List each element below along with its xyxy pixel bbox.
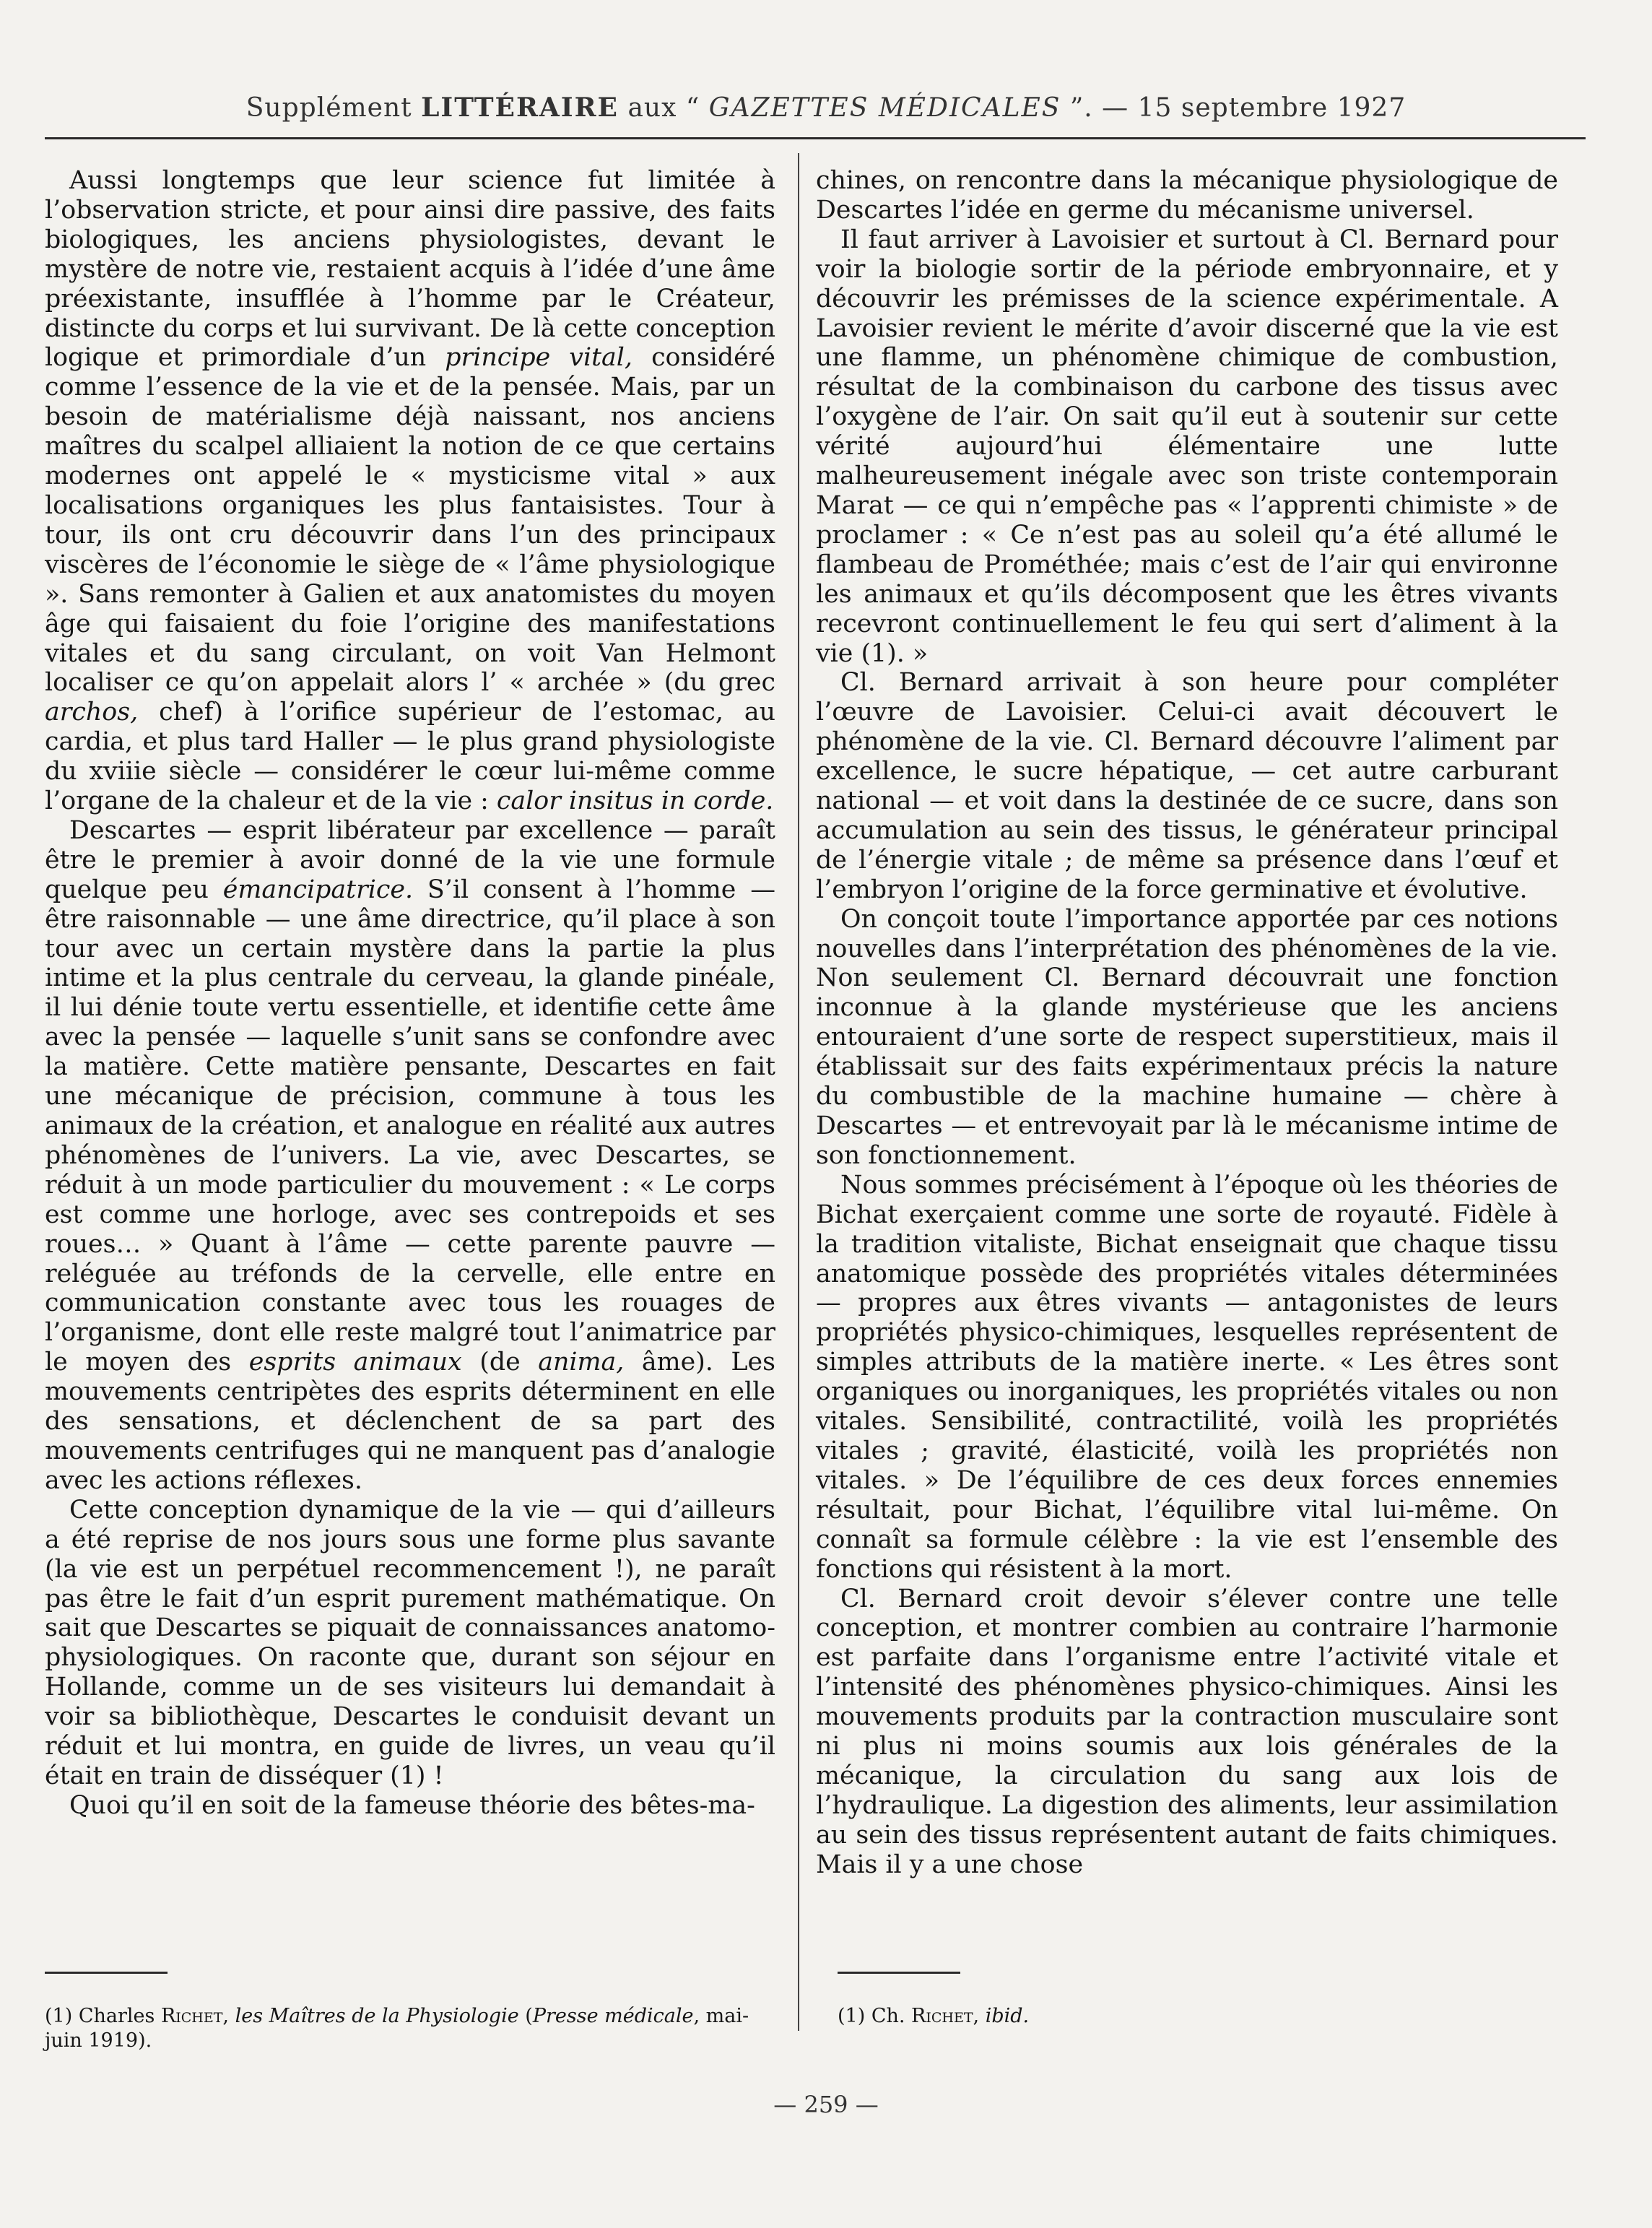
italic-run: archos, (45, 698, 139, 727)
author-name: Richet (911, 2005, 973, 2027)
text-run: , (973, 2005, 986, 2027)
page-number: — 259 — (773, 2091, 879, 2118)
header-litteraire: LITTÉRAIRE (421, 92, 619, 123)
italic-run: principe vital, (445, 343, 632, 373)
right-paragraph-2: Il faut arriver à Lavoisier et surtout à Cl. Bernard pour voir la biologie sortir de la période embryonnaire, et y découvrir les prémisses de la science expérimentale. A Lavoisier revient le mérite d’avoir discerné que la vie est une flamme, un phénomène chimique de combustion, résultat de la combinaison du carbone des tissus avec l’oxygène de l’air. On sait qu’il eut à soutenir sur cette vérité aujourd’hui élémentaire une lutte malheureusement inégale avec son triste contemporain Marat — ce qui n’empêche pas « l’apprenti chimiste » de proclamer : « Ce n’est pas au soleil qu’a été allumé le flambeau de Prométhée; mais c’est de l’air qui environne les animaux et qu’ils décomposent que les êtres vivants recevront continuellement le feu qui sert d’aliment à la vie (1). » (816, 225, 1558, 668)
text-run: , mai-juin 1919). (45, 2005, 749, 2052)
text-run: ( (518, 2005, 533, 2027)
text-run: âme). Les mouvements centripètes des esprits déterminent en elle des sensations, et déclenchent de sa part des mouvements centrifuges qui ne manquent pas d’analogie avec les actions réflexes. (45, 1348, 775, 1495)
right-paragraph-3: Cl. Bernard arrivait à son heure pour compléter l’œuvre de Lavoisier. Celui-ci avait découvert le phénomène de la vie. Cl. Bernard découvre l’aliment par excellence, le sucre hépatique, — cet autre carburant national — et voit dans la destinée de ce sucre, dans son accumulation au sein des tissus, le générateur principal de l’énergie vitale ; de même sa présence dans l’œuf et l’embryon l’origine de la force germinative et évolutive. (816, 668, 1558, 904)
left-column (45, 166, 775, 1821)
right-paragraph-5: Nous sommes précisément à l’époque où les théories de Bichat exerçaient comme une sorte de royauté. Fidèle à la tradition vitaliste, Bichat enseignait que chaque tissu anatomique possède des propriétés vitales déterminées — propres aux êtres vivants — antagonistes de leurs propriétés physico-chimiques, lesquelles représentent de simples attributs de la matière inerte. « Les êtres sont organiques ou inorganiques, les propriétés vitales ou non vitales. Sensibilité, contractilité, voilà les propriétés vitales ; gravité, élasticité, voilà les propriétés non vitales. » De l’équilibre de ces deux forces ennemies résultait, pour Bichat, l’équilibre vital lui-même. On connaît sa formule célèbre : la vie est l’ensemble des fonctions qui résistent à la mort. (816, 1170, 1558, 1584)
italic-run: émancipatrice. (222, 875, 414, 904)
running-header (0, 92, 1652, 123)
header-mid: aux “ (619, 93, 709, 123)
right-paragraph-4: On conçoit toute l’importance apportée par ces notions nouvelles dans l’interprétation des phénomènes de la vie. Non seulement Cl. Bernard découvrait une fonction inconnue à la glande mystérieuse que les anciens entouraient d’une sorte de respect superstitieux, mais il établissait sur des faits expérimentaux précis la nature du combustible de la machine humaine — chère à Descartes — et entrevoyait par là le mécanisme intime de son fonctionnement. (816, 904, 1558, 1170)
text-run: S’il consent à l’homme — être raisonnable — une âme directrice, qu’il place à son tour avec un certain mystère dans la partie la plus intime et la plus centrale du cerveau, la glande pinéale, il lui dénie toute vertu essentielle, et identifie cette âme avec la pensée — laquelle s’unit sans se confondre avec la matière. Cette matière pensante, Descartes en fait une mécanique de précision, commune à tous les animaux de la création, et analogue en réalité aux autres phénomènes de l’univers. La vie, avec Descartes, se réduit à un mode particulier du mouvement : « Le corps est comme une horloge, avec ses contrepoids et ses roues… » Quant à l’âme — cette parente pauvre — reléguée au tréfonds de la cervelle, elle entre en communication constante avec tous les rouages de l’organisme, dont elle reste malgré tout l’animatrice par le moyen des (45, 875, 775, 1377)
text-run: considéré comme l’essence de la vie et de la pensée. Mais, par un besoin de matérialisme déjà naissant, nos anciens maîtres du scalpel alliaient la notion de ce que certains modernes ont appelé le « mysticisme vital » aux localisations organiques les plus fantaisistes. Tour à tour, ils ont cru découvrir dans l’un des principaux viscères de l’économie le siège de « l’âme physiologique ». Sans remonter à Galien et aux anatomistes du moyen âge qui faisaient du foie l’origine des manifestations vitales et du sang circulant, on voit Van Helmont localiser ce qu’on appelait alors l’ « archée » (du grec (45, 343, 775, 698)
header-date: ”. — 15 septembre 1927 (1061, 93, 1407, 123)
right-paragraph-1: chines, on rencontre dans la mécanique physiologique de Descartes l’idée en germe du mécanisme universel. (816, 166, 1558, 225)
header-rule (45, 137, 1586, 139)
footnote-left (45, 2004, 774, 2053)
book-title: les Maîtres de la Physiologie (235, 2005, 519, 2027)
text-run: (de (461, 1348, 539, 1377)
left-paragraph-3: Cette conception dynamique de la vie — qui d’ailleurs a été reprise de nos jours sous une forme plus savante (la vie est un perpétuel recommencement !), ne paraît pas être le fait d’un esprit purement mathématique. On sait que Descartes se piquait de connaissances anatomo-physiologiques. On raconte que, durant son séjour en Hollande, comme un de ses visiteurs lui demandait à voir sa bibliothèque, Descartes le conduisit devant un réduit et lui montra, en guide de livres, un veau qu’il était en train de disséquer (1) ! (45, 1495, 775, 1790)
right-column (816, 166, 1558, 1880)
footnote-right (838, 2004, 1487, 2029)
footnote-rule-left (45, 1972, 168, 1974)
ibid-text: ibid. (985, 2005, 1030, 2027)
text-run: Descartes — esprit libérateur par excellence — paraît être le premier à avoir donné de la vie une formule quelque peu (45, 815, 775, 904)
text-run: , (222, 2005, 235, 2027)
left-paragraph-4: Quoi qu’il en soit de la fameuse théorie des bêtes-ma- (69, 1790, 755, 1820)
header-journal-title: GAZETTES MÉDICALES (708, 93, 1061, 123)
header-prefix: Supplément (245, 93, 422, 123)
right-paragraph-6: Cl. Bernard croit devoir s’élever contre une telle conception, et montrer combien au contraire l’harmonie est parfaite dans l’organisme entre l’activité vitale et l’intensité des phénomènes physico-chimiques. Ainsi les mouvements produits par la contraction musculaire sont ni plus ni moins soumis aux lois générales de la mécanique, la circulation du sang aux lois de l’hydraulique. La digestion des aliments, leur assimilation au sein des tissus représentent autant de faits chimiques. Mais il y a une chose (816, 1584, 1558, 1879)
text-run: (1) Ch. (838, 2005, 912, 2027)
italic-run: calor insitus in corde. (496, 786, 774, 816)
journal-title: Presse médicale (532, 2005, 694, 2027)
italic-run: anima, (538, 1348, 625, 1377)
text-run: (1) Charles (45, 2005, 161, 2027)
left-paragraph-2 (45, 816, 775, 1496)
author-name: Richet (160, 2005, 223, 2027)
text-run: Aussi longtemps que leur science fut limitée à l’observation stricte, et pour ainsi dire passive, des faits biologiques, les anciens physiologistes, devant le mystère de notre vie, restaient acquis à l’idée d’une âme préexistante, insufflée à l’homme par le Créateur, distincte du corps et lui survivant. De là cette conception logique et primordiale d’un (45, 166, 775, 373)
text-run: chef) à l’orifice supérieur de l’estomac, au cardia, et plus tard Haller — le plus grand physiologiste du xviiie siècle — considérer le cœur lui-même comme l’organe de la chaleur et de la vie : (45, 698, 775, 816)
italic-run: esprits animaux (248, 1348, 462, 1377)
left-paragraph-1 (45, 166, 775, 816)
footnote-rule-right (838, 1972, 960, 1974)
column-divider (798, 153, 799, 2031)
